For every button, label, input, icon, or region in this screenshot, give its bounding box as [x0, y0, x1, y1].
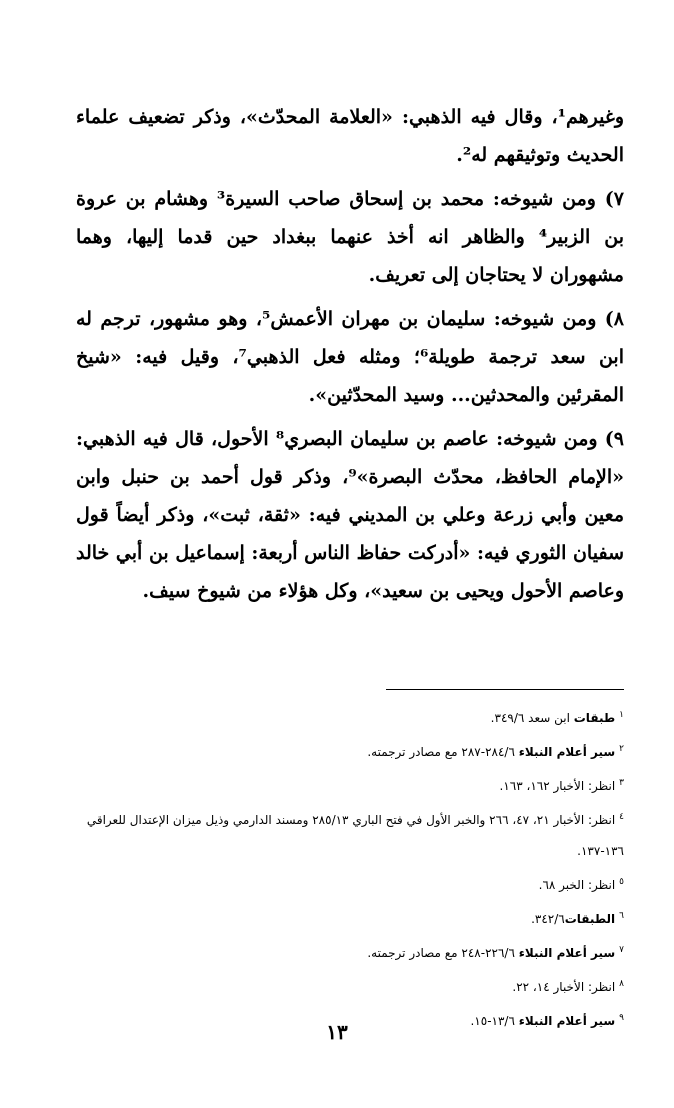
footnote-text: ٣٤٢/٦. [531, 912, 565, 926]
footnote-number: ٥ [619, 877, 624, 887]
footnote-number: ٤ [619, 812, 624, 822]
footnote-4 [76, 802, 624, 867]
footnote-text: انظر: الأخبار ١٦٢، ١٦٣. [499, 779, 616, 793]
footnote-title: سير أعلام النبلاء [518, 1014, 616, 1028]
footnote-1 [76, 700, 624, 734]
footnote-title: سير أعلام النبلاء [518, 946, 616, 960]
footnote-2 [76, 734, 624, 768]
paragraph-1: وغيرهم¹، وقال فيه الذهبي: «العلامة المحدّث»، وذكر تضعيف علماء الحديث وتوثيقهم له². [76, 106, 624, 166]
footnote-number: ٣ [619, 778, 624, 788]
footnote-number: ٧ [619, 945, 624, 955]
footnote-5 [76, 867, 624, 901]
footnote-6 [76, 901, 624, 935]
footnote-8 [76, 969, 624, 1003]
footnote-number: ٨ [619, 979, 624, 989]
footnote-text: ١٣/٦-١٥. [470, 1014, 515, 1028]
footnote-text: ٢٢٦/٦-٢٤٨ مع مصادر ترجمته. [367, 946, 515, 960]
paragraph-4: ٩) ومن شيوخه: عاصم بن سليمان البصري⁸ الأحول، قال فيه الذهبي: «الإمام الحافظ، محدّث البصرة»⁹، وذكر قول أحمد بن حنبل وابن معين وأبي زرعة وعلي بن المديني فيه: «ثقة، ثبت»، وذكر أيضاً قول سفيان الثوري فيه: «أدركت حفاظ الناس أربعة: إسماعيل بن أبي خالد وعاصم الأحول ويحيى بن سعيد»، وكل هؤلاء من شيوخ سيف. [76, 428, 625, 602]
footnote-number: ٢ [619, 744, 624, 754]
footnotes [76, 700, 624, 1037]
footnote-text: انظر: الأخبار ٢١، ٤٧، ٢٦٦ والخبر الأول في فتح الباري ٢٨٥/١٣ ومسند الدارمي وذيل ميزان الإعتدال للعراقي ١٣٦-١٣٧. [86, 813, 624, 858]
footnote-number: ٩ [619, 1013, 624, 1023]
footnote-text: انظر: الأخبار ١٤، ٢٢. [512, 980, 616, 994]
paragraph-2: ٧) ومن شيوخه: محمد بن إسحاق صاحب السيرة³ وهشام بن عروة بن الزبير⁴ والظاهر انه أخذ عنهما ببغداد حين قدما إليها، وهما مشهوران لا يحتاجان إلى تعريف. [76, 188, 624, 286]
footnote-number: ٦ [619, 911, 624, 921]
footnote-text: ٢٨٤/٦-٢٨٧ مع مصادر ترجمته. [367, 745, 515, 759]
footnote-title: سير أعلام النبلاء [518, 745, 616, 759]
footnote-text: ابن سعد ٣٤٩/٦. [490, 711, 570, 725]
main-text [76, 98, 624, 616]
footnote-title: الطبقات [564, 912, 616, 926]
paragraph-3: ٨) ومن شيوخه: سليمان بن مهران الأعمش⁵، وهو مشهور، ترجم له ابن سعد ترجمة طويلة⁶؛ ومثله فعل الذهبي⁷، وقيل فيه: «شيخ المقرئين والمحدثين... وسيد المحدّثين». [76, 308, 625, 406]
footnote-text: انظر: الخبر ٦٨. [538, 878, 616, 892]
footnote-3 [76, 768, 624, 802]
footnote-separator [386, 689, 624, 690]
page-number: ١٣ [326, 1020, 348, 1044]
footnote-title: طبقات [573, 711, 616, 725]
footnote-7 [76, 935, 624, 969]
footnote-number: ١ [619, 710, 624, 720]
